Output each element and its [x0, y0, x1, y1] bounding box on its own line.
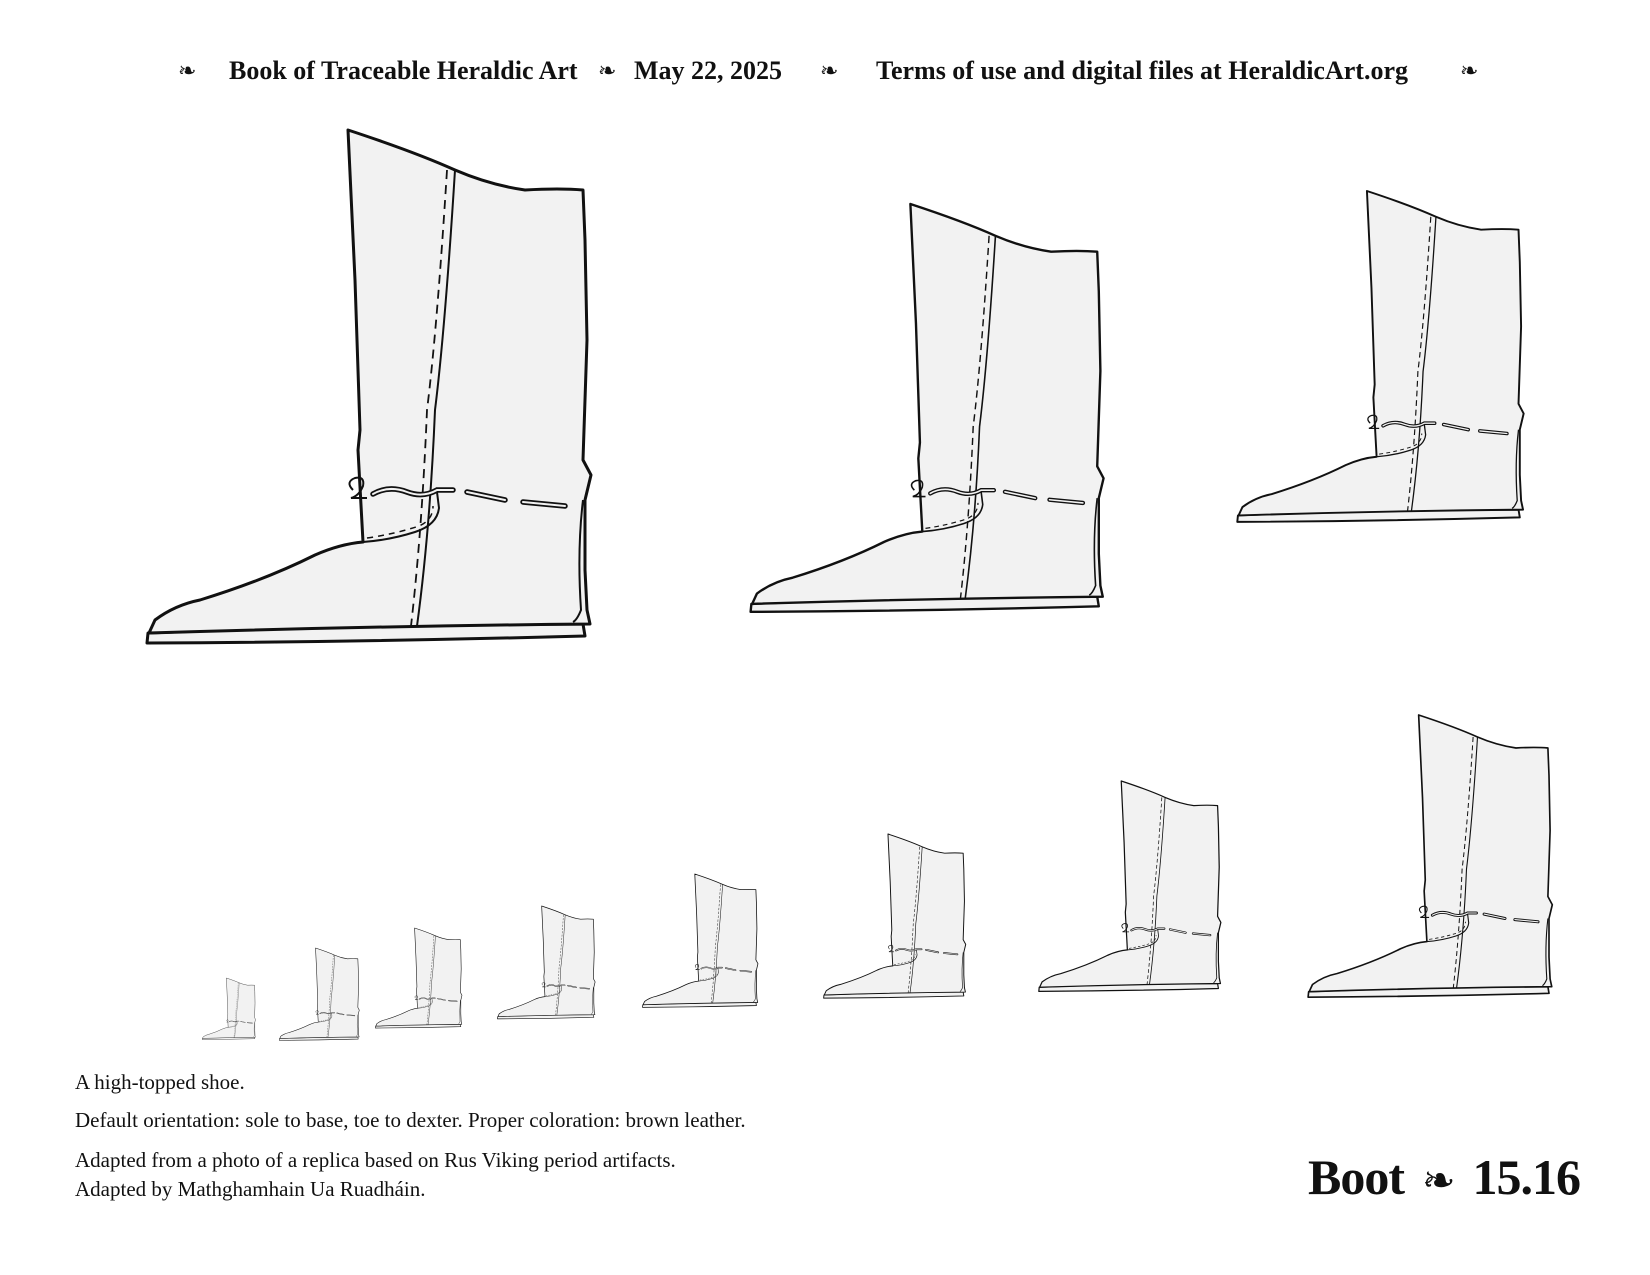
- plate-label: [1308, 1148, 1580, 1206]
- description-line-3: Adapted from a photo of a replica based on Rus Viking period artifacts.: [75, 1148, 676, 1172]
- fleuron-icon: ❧: [178, 58, 197, 83]
- boot-large: [147, 130, 591, 643]
- boot-size-4: [497, 906, 595, 1019]
- description-line-2: Default orientation: sole to base, toe to dexter. Proper coloration: brown leather.: [75, 1108, 746, 1132]
- plate-number: 15.16: [1472, 1149, 1580, 1205]
- boot-size-8: [1308, 715, 1552, 997]
- header-date: May 22, 2025: [634, 56, 783, 85]
- boot-size-1: [202, 978, 255, 1040]
- boot-small: [1237, 191, 1523, 522]
- boot-size-6: [824, 834, 966, 998]
- fleuron-icon: ❧: [598, 58, 617, 83]
- boot-size-5: [643, 874, 758, 1007]
- terms-notice: Terms of use and digital files at HeraldicArt.org: [876, 56, 1408, 85]
- fleuron-icon: ❧: [1460, 58, 1479, 83]
- boot-size-7: [1039, 781, 1221, 991]
- boot-medium: [751, 204, 1104, 612]
- boot-size-2: [279, 948, 359, 1040]
- boot-size-3: [375, 928, 462, 1028]
- fleuron-icon: ❧: [820, 58, 839, 83]
- book-title: Book of Traceable Heraldic Art: [229, 56, 578, 85]
- description-line-1: A high-topped shoe.: [75, 1070, 245, 1094]
- plate-name: Boot: [1307, 1149, 1404, 1205]
- fleuron-icon: ❧: [1421, 1158, 1455, 1203]
- description-line-4: Adapted by Mathghamhain Ua Ruadháin.: [75, 1177, 426, 1201]
